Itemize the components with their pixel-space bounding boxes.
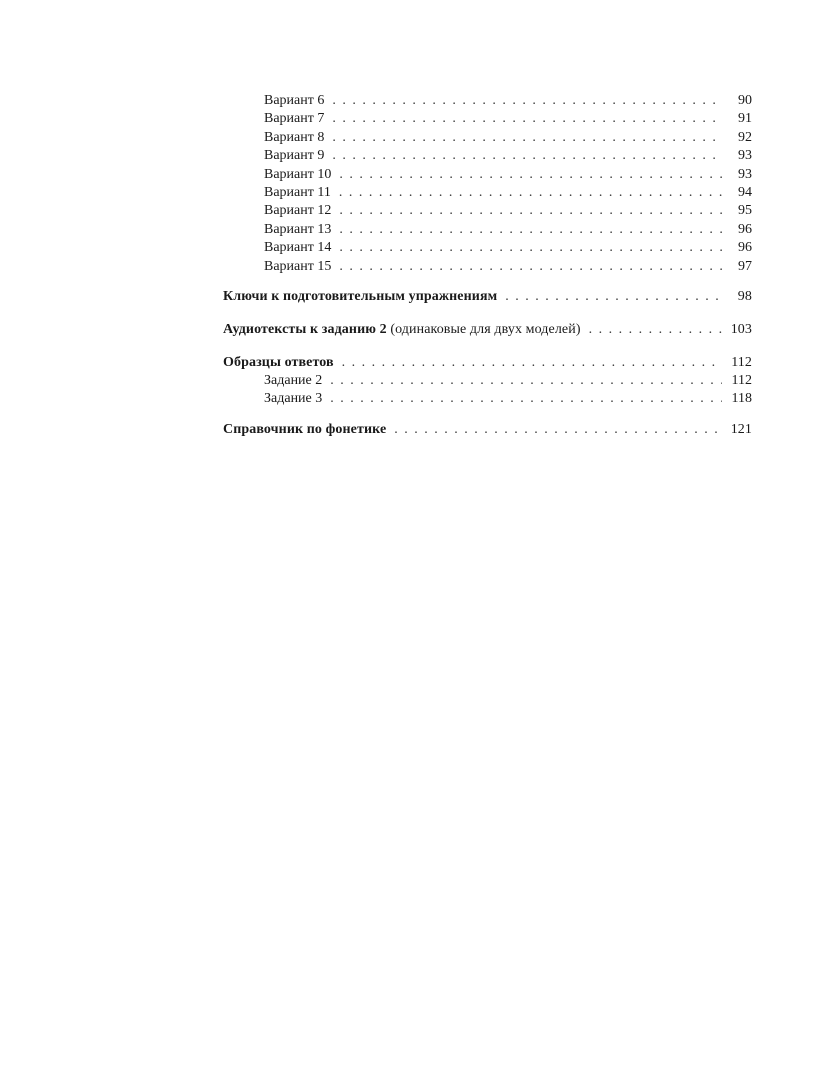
toc-entry-page: 98 (737, 288, 752, 304)
toc-entry-variant-14 (223, 239, 752, 257)
dot-leader (332, 147, 722, 165)
toc-entry-label: Ключи к подготовительным упражнениям (223, 288, 498, 304)
toc-entry-variant-12 (223, 202, 752, 220)
toc-entry-page: 121 (730, 421, 752, 437)
dot-leader (332, 110, 722, 128)
dot-leader (394, 421, 722, 439)
dot-leader (342, 354, 722, 372)
toc-entry-page: 96 (738, 221, 752, 237)
toc-entry-variant-15 (223, 258, 752, 276)
toc-entry-label: Образцы ответов (223, 354, 334, 370)
toc-entry-page: 97 (738, 258, 752, 274)
toc-entry-variant-6 (223, 92, 752, 110)
toc-entry-page: 91 (738, 111, 752, 127)
toc-entry-label: Задание 2 (264, 373, 323, 389)
toc-entry-label: Вариант 10 (264, 166, 332, 182)
dot-leader (339, 258, 722, 276)
dot-leader (330, 372, 722, 390)
toc-entry-page: 93 (738, 148, 752, 164)
dot-leader (339, 166, 722, 184)
dot-leader (332, 129, 722, 147)
toc-entry-label: Вариант 9 (264, 148, 325, 164)
toc-entry-variant-8 (223, 129, 752, 147)
toc-entry-label: Вариант 14 (264, 240, 332, 256)
dot-leader (339, 202, 722, 220)
toc-entry-page: 95 (738, 203, 752, 219)
toc-entry-phonetics-reference (223, 421, 752, 439)
toc-entry-page: 118 (731, 391, 752, 407)
toc-entry-page: 96 (738, 240, 752, 256)
toc-entry-page: 112 (731, 373, 752, 389)
toc-entry-page: 112 (731, 354, 752, 370)
toc-entry-page: 92 (738, 129, 752, 145)
toc-entry-label: Вариант 11 (264, 184, 331, 200)
dot-leader (339, 221, 722, 239)
toc-entry-label: Задание 3 (264, 391, 323, 407)
dot-leader (505, 288, 722, 306)
dot-leader (330, 390, 722, 408)
toc-entry-variant-10 (223, 166, 752, 184)
dot-leader (589, 321, 722, 339)
toc-entry-page: 90 (738, 93, 752, 108)
toc-entry-page: 103 (730, 322, 752, 338)
toc-entry-label (223, 321, 581, 339)
table-of-contents (223, 92, 752, 439)
toc-entry-page: 93 (738, 166, 752, 182)
toc-entry-label-bold: Аудиотексты к заданию 2 (223, 322, 387, 338)
toc-entry-keys (223, 288, 752, 306)
toc-entry-task-3 (223, 390, 752, 408)
toc-entry-variant-7 (223, 110, 752, 128)
toc-entry-label-note: (одинаковые для двух моделей) (386, 322, 581, 338)
toc-entry-variant-9 (223, 147, 752, 165)
toc-entry-label: Вариант 13 (264, 221, 332, 237)
toc-entry-label: Вариант 7 (264, 111, 325, 127)
toc-entry-label: Вариант 15 (264, 258, 332, 274)
toc-entry-sample-answers (223, 354, 752, 372)
toc-entry-task-2 (223, 372, 752, 390)
toc-entry-label: Справочник по фонетике (223, 421, 387, 437)
toc-entry-label: Вариант 6 (264, 93, 325, 108)
toc-entry-label: Вариант 12 (264, 203, 332, 219)
toc-entry-page: 94 (738, 184, 752, 200)
toc-entry-variant-13 (223, 221, 752, 239)
toc-entry-audio-texts (223, 321, 752, 339)
dot-leader (332, 92, 722, 110)
toc-entry-variant-11 (223, 184, 752, 202)
dot-leader (339, 239, 722, 257)
dot-leader (339, 184, 722, 202)
toc-entry-label: Вариант 8 (264, 129, 325, 145)
